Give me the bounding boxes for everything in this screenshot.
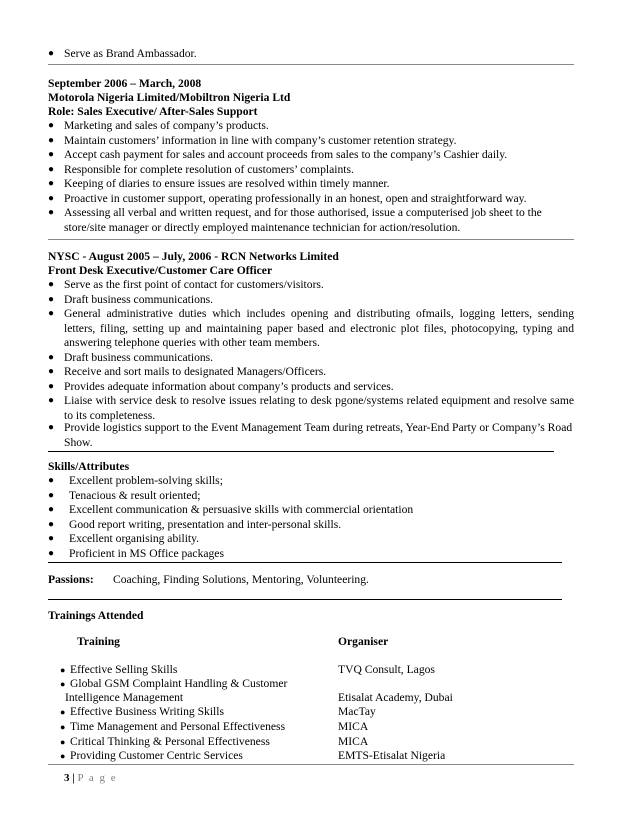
bullet-icon: ● (48, 422, 55, 433)
bullet-icon: ● (48, 475, 55, 486)
training-organiser: EMTS-Etisalat Nigeria (338, 749, 446, 762)
training-organiser: MICA (338, 720, 369, 733)
training-name: Effective Business Writing Skills (70, 705, 225, 718)
bullet-icon: ● (48, 134, 55, 146)
passions-label: Passions: (48, 573, 94, 586)
job1-role: Role: Sales Executive/ After-Sales Support (48, 105, 258, 118)
col-training-header: Training (77, 635, 120, 648)
bullet-icon: ● (60, 737, 66, 747)
training-organiser: Etisalat Academy, Dubai (338, 691, 453, 704)
bullet-icon: ● (60, 751, 66, 761)
job2-bullet: Receive and sort mails to designated Managers/Officers. (64, 365, 327, 378)
job1-bullet: Maintain customers’ information in line with company’s customer retention strategy. (64, 133, 457, 147)
divider (48, 562, 562, 563)
bullet-icon: ● (48, 533, 55, 544)
bullet-icon: ● (48, 504, 55, 515)
bullet-icon: ● (60, 679, 66, 689)
job1-bullet: Responsible for complete resolution of customers’ complaints. (64, 162, 354, 176)
bullet-icon: ● (48, 293, 55, 305)
skill-item: Tenacious & result oriented; (69, 488, 201, 502)
job2-bullet: Draft business communications. (64, 350, 214, 364)
passions-text: Coaching, Finding Solutions, Mentoring, Volunteering. (113, 573, 369, 586)
job1-company: Motorola Nigeria Limited/Mobiltron Nigeria Ltd (48, 91, 291, 104)
job1-bullet: Accept cash payment for sales and account proceeds from sales to the company’s Cashier daily. (64, 148, 508, 161)
job1-bullet: Keeping of diaries to ensure issues are resolved within timely manner. (64, 177, 390, 190)
skill-item: Proficient in MS Office packages (69, 546, 224, 560)
job2-header: NYSC - August 2005 – July, 2006 - RCN Networks Limited (48, 250, 339, 263)
footer-divider (48, 764, 574, 765)
training-name: Intelligence Management (65, 691, 184, 704)
bullet-icon: ● (48, 279, 55, 290)
skills-title: Skills/Attributes (48, 460, 130, 473)
bullet-icon: ● (48, 178, 55, 189)
bullet-icon: ● (48, 192, 55, 204)
job2-bullet: Draft business communications. (64, 292, 214, 306)
divider (48, 239, 574, 240)
bullet-icon: ● (48, 351, 55, 363)
trainings-title: Trainings Attended (48, 609, 144, 622)
bullet-icon: ● (48, 518, 55, 530)
bullet-icon: ● (48, 308, 55, 319)
bullet-icon: ● (48, 149, 55, 160)
job1-bullet: Proactive in customer support, operating professionally in an honest, open and straightforward way. (64, 191, 527, 205)
training-name: Providing Customer Centric Services (70, 749, 243, 762)
job1-bullet: Assessing all verbal and written request, and for those authorised, issue a computerised job sheet to the store/site manager or directly employed maintenance technician for action/resolution. (64, 206, 542, 234)
bullet-icon: ● (48, 547, 55, 559)
bullet-icon: ● (48, 163, 55, 175)
bullet-icon: ● (60, 707, 66, 717)
bullet-icon: ● (60, 722, 66, 732)
job2-bullet: General administrative duties which includes opening and distributing ofmails, logging letters, sending letters, filing, setting up and maintaining paper based and electronic plot files, photocopying, typing and answering telephone queries with other team members. (64, 307, 574, 349)
bullet-icon: ● (48, 380, 55, 392)
bullet-icon: ● (48, 207, 55, 218)
skill-item: Excellent problem-solving skills; (69, 474, 223, 487)
training-name: Time Management and Personal Effectiveness (70, 720, 286, 733)
skill-item: Excellent communication & persuasive skills with commercial orientation (69, 503, 414, 516)
bullet-icon: ● (60, 665, 66, 675)
page-footer (64, 772, 117, 784)
job2-bullet: Provides adequate information about company’s products and services. (64, 379, 394, 393)
job1-dates: September 2006 – March, 2008 (48, 77, 202, 90)
training-name: Critical Thinking & Personal Effectiveness (70, 735, 270, 748)
bullet-icon: ● (48, 395, 55, 406)
footer-separator: | (69, 772, 78, 784)
bullet-icon: ● (48, 366, 55, 377)
page-word: P a g e (77, 772, 118, 784)
job2-role: Front Desk Executive/Customer Care Officer (48, 264, 273, 277)
intro-bullet: Serve as Brand Ambassador. (64, 47, 197, 60)
divider (48, 451, 554, 452)
training-organiser: MICA (338, 735, 369, 748)
training-organiser: MacTay (338, 705, 376, 718)
training-name: Global GSM Complaint Handling & Customer (70, 677, 288, 690)
col-organiser-header: Organiser (338, 635, 389, 648)
bullet-icon: ● (48, 120, 55, 131)
skill-item: Excellent organising ability. (69, 532, 200, 545)
training-name: Effective Selling Skills (70, 663, 178, 676)
job2-bullet: Liaise with service desk to resolve issues relating to desk pgone/systems related equipment and resolve same to its completeness. (64, 394, 574, 422)
skill-item: Good report writing, presentation and inter-personal skills. (69, 517, 342, 531)
bullet-icon: ● (48, 48, 55, 59)
training-organiser: TVQ Consult, Lagos (338, 663, 435, 676)
bullet-icon: ● (48, 489, 55, 501)
job2-bullet: Serve as the first point of contact for customers/visitors. (64, 278, 324, 291)
divider (48, 64, 574, 65)
page-number: 3 (64, 772, 70, 784)
job1-bullet: Marketing and sales of company’s products. (64, 119, 269, 132)
job2-bullet: Provide logistics support to the Event Management Team during retreats, Year-End Party or Company’s Road Show. (64, 421, 573, 449)
divider (48, 599, 562, 600)
